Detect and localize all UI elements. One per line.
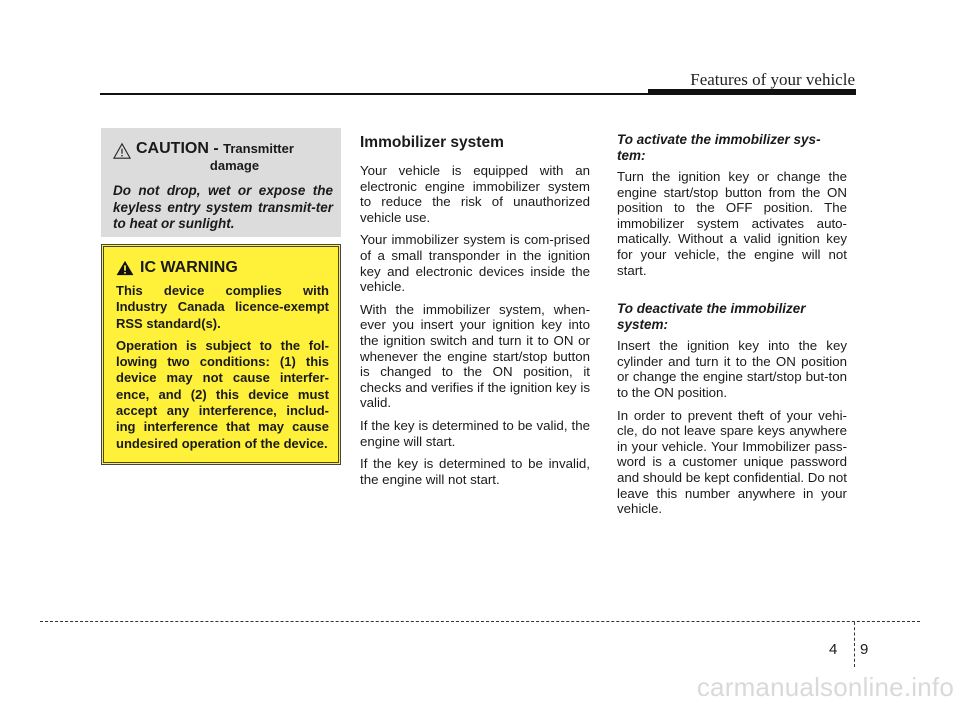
chapter-number: 4 <box>829 641 838 658</box>
footer-divider <box>854 622 855 667</box>
caution-triangle-icon <box>113 142 131 160</box>
caution-subtitle: damage <box>209 158 260 173</box>
immobilizer-column <box>360 132 590 494</box>
body-paragraph: With the immobilizer system, when-ever you insert your ignition key into the ignition switch and turn it to ON or whenever the engine start/stop button is changed to the ON position, it checks and verifies if the ignition key is valid. <box>360 301 590 411</box>
caution-box <box>101 128 341 237</box>
activation-column <box>617 132 847 524</box>
warning-triangle-icon <box>116 260 134 276</box>
body-paragraph: If the key is determined to be invalid, the engine will not start. <box>360 456 590 487</box>
caution-body: Do not drop, wet or expose the keyless entry system transmit-ter to heat or sunlight. <box>113 183 333 231</box>
warning-title: IC WARNING <box>140 259 238 276</box>
warning-paragraph: Operation is subject to the fol-lowing two conditions: (1) this device may not cause interfer-ence, and (2) this device must accept any interference, includ-ing interference that may cause undesired operation of the device. <box>116 337 329 451</box>
body-paragraph: In order to prevent theft of your vehi-cle, do not leave spare keys anywhere in your vehicle. Your Immobilizer pass-word is a customer unique password and should be kept confidential. Do not leave this number anywhere in your vehicle. <box>617 407 847 517</box>
caution-header <box>113 140 333 174</box>
body-paragraph: Turn the ignition key or change the engine start/stop button from the ON position to the OFF position. The immobilizer system activates auto-matically. Without a valid ignition key for your vehicle, the engine will not start. <box>617 169 847 278</box>
sub-heading-deactivate: To deactivate the immobilizer system: <box>617 301 806 333</box>
warning-paragraph: This device complies with Industry Canada licence-exempt RSS standard(s). <box>116 283 329 331</box>
caution-label: CAUTION - <box>136 140 224 157</box>
body-paragraph: Your immobilizer system is com-prised of a small transponder in the ignition key and electronic devices inside the vehicle. <box>360 232 590 295</box>
body-paragraph: If the key is determined to be valid, the engine will start. <box>360 417 590 449</box>
watermark: carmanualsonline.info <box>696 672 954 702</box>
footer-rule <box>40 621 920 622</box>
body-paragraph: Insert the ignition key into the key cylinder and turn it to the ON position or change the engine start/stop but-ton to the ON position. <box>617 338 847 400</box>
page-header-title: Features of your vehicle <box>690 70 855 89</box>
warning-box <box>101 244 341 465</box>
body-paragraph: Your vehicle is equipped with an electronic engine immobilizer system to reduce the risk of unauthorized vehicle use. <box>360 163 590 225</box>
warning-header <box>116 259 329 277</box>
page-number: 9 <box>860 641 869 658</box>
header-rule-accent <box>648 89 856 95</box>
sub-heading-activate: To activate the immobilizer sys-tem: <box>617 132 821 163</box>
section-heading: Immobilizer system <box>360 134 504 151</box>
caution-title: Transmitter <box>223 141 294 156</box>
